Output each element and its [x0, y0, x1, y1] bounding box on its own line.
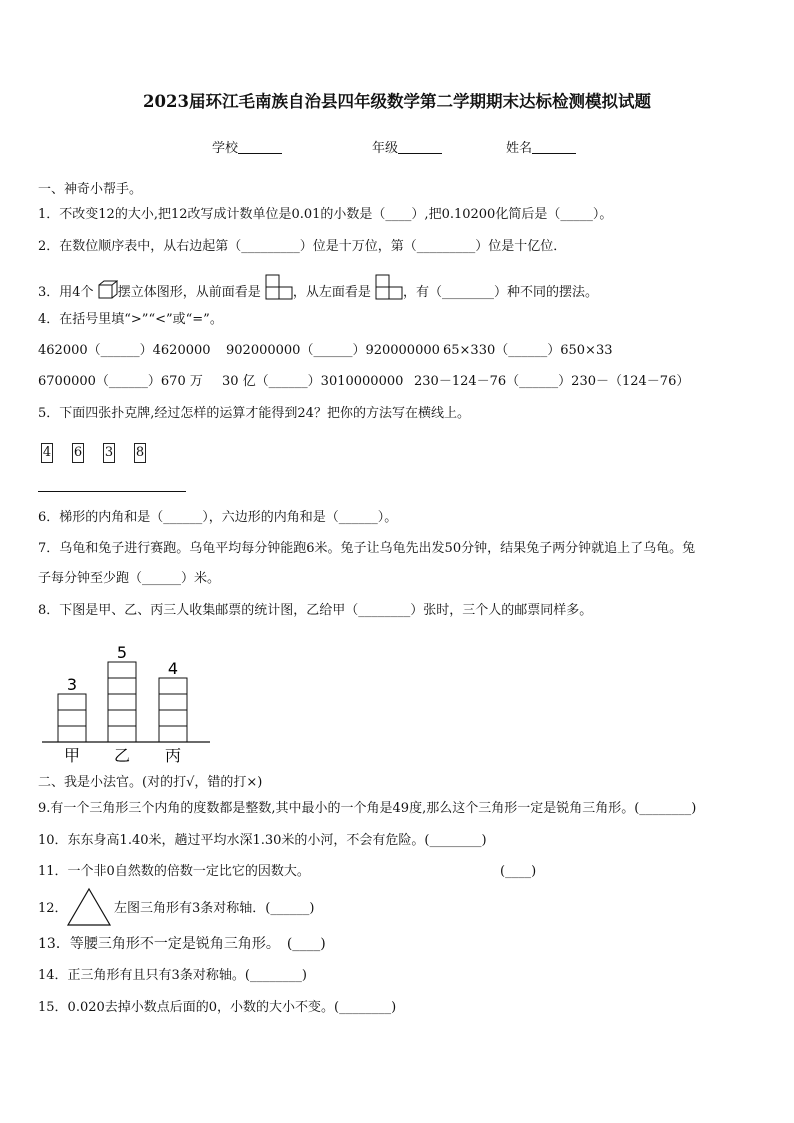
bar-block-丙 [159, 694, 187, 710]
category-label: 甲 [63, 746, 81, 765]
school-field [212, 140, 282, 158]
q5-answer-line[interactable] [38, 491, 186, 492]
bar-block-乙 [108, 662, 136, 678]
card-1: 4 [41, 443, 53, 463]
name-label: 姓名 [506, 141, 533, 156]
q4-item-4: 6700000（______）670 万 [38, 374, 203, 389]
question-15: 15．0.020去掉小数点后面的0，小数的大小不变。(________) [38, 1000, 397, 1015]
card-row [41, 441, 165, 463]
grade-blank[interactable] [398, 140, 442, 154]
q3-text-d: ，有（________）种不同的摆法。 [403, 285, 599, 300]
front-view-icon [265, 274, 293, 300]
q4-item-2: 902000000（______）920000000 [226, 343, 440, 358]
grade-field [372, 140, 442, 158]
name-blank[interactable] [532, 140, 576, 154]
q3-text-a: 3．用4个 [38, 285, 94, 300]
bar-value-label: 5 [116, 643, 128, 662]
question-7-line1: 7．乌龟和兔子进行赛跑。乌龟平均每分钟能跑6米。兔子让乌龟先出发50分钟，结果兔子两分钟就追上了乌龟。兔 [38, 541, 696, 556]
q11-blank[interactable]: (____) [500, 864, 537, 879]
triangle-icon [66, 887, 112, 927]
bar-block-甲 [58, 694, 86, 710]
question-8: 8．下图是甲、乙、丙三人收集邮票的统计图，乙给甲（________）张时，三个人的邮票同样多。 [38, 603, 593, 618]
question-10: 10．东东身高1.40米，趟过平均水深1.30米的小河，不会有危险。(________) [38, 833, 487, 848]
card-4: 8 [134, 443, 146, 463]
bar-block-丙 [159, 710, 187, 726]
q3-text-c: ，从左面看是 [292, 285, 371, 300]
question-13: 13．等腰三角形不一定是锐角三角形。 (____) [38, 936, 326, 952]
q3-text-b: 摆立体图形，从前面看是 [117, 285, 261, 300]
card-3: 3 [103, 443, 115, 463]
card-2: 6 [72, 443, 84, 463]
bar-block-乙 [108, 710, 136, 726]
question-4: 4．在括号里填“>”“<”或“=”。 [38, 312, 223, 327]
page-title: 2023届环江毛南族自治县四年级数学第二学期期末达标检测模拟试题 [143, 92, 651, 111]
bar-block-丙 [159, 678, 187, 694]
bar-block-乙 [108, 678, 136, 694]
question-7-line2: 子每分钟至少跑（______）米。 [38, 571, 221, 586]
q4-item-6: 230－124－76（______）230－（124－76） [414, 374, 690, 389]
q4-item-5: 30 亿（______）3010000000 [222, 374, 404, 389]
question-9: 9.有一个三角形三个内角的度数都是整数,其中最小的一个角是49度,那么这个三角形一定是锐角三角形。(________) [38, 801, 697, 816]
stamp-bar-chart [38, 632, 213, 768]
question-11: 11．一个非0自然数的倍数一定比它的因数大。 [38, 864, 310, 879]
category-label: 乙 [113, 746, 131, 765]
question-14: 14．正三角形有且只有3条对称轴。(________) [38, 968, 307, 983]
section2-heading: 二、我是小法官。(对的打√，错的打×) [38, 775, 263, 790]
name-field [506, 140, 576, 158]
bar-block-乙 [108, 694, 136, 710]
question-5: 5．下面四张扑克牌,经过怎样的运算才能得到24？把你的方法写在横线上。 [38, 406, 470, 421]
question-1: 1．不改变12的大小,把12改写成计数单位是0.01的小数是（____）,把0.10200化简后是（_____）。 [38, 207, 613, 222]
question-2: 2．在数位顺序表中，从右边起第（_________）位是十万位，第（_________）位是十亿位． [38, 239, 567, 254]
category-label: 丙 [164, 746, 182, 765]
chart-categories [64, 746, 181, 765]
school-label: 学校 [212, 141, 239, 156]
section1-heading: 一、神奇小帮手。 [38, 182, 143, 197]
cube-icon [98, 280, 118, 300]
question-6: 6．梯形的内角和是（______），六边形的内角和是（______）。 [38, 510, 398, 525]
bar-block-甲 [58, 726, 86, 742]
left-view-icon [375, 274, 403, 300]
q4-item-3: 65×330（______）650×33 [443, 343, 613, 358]
q12-number: 12． [38, 901, 68, 916]
q4-item-1: 462000（______）4620000 [38, 343, 211, 358]
bar-block-甲 [58, 710, 86, 726]
bar-value-label: 4 [167, 659, 179, 678]
school-blank[interactable] [238, 140, 282, 154]
question-3 [38, 274, 598, 302]
bar-value-label: 3 [66, 675, 78, 694]
question-12: 左图三角形有3条对称轴．(______) [114, 901, 315, 916]
grade-label: 年级 [372, 141, 399, 156]
chart-bars [58, 643, 187, 742]
bar-block-丙 [159, 726, 187, 742]
bar-block-乙 [108, 726, 136, 742]
